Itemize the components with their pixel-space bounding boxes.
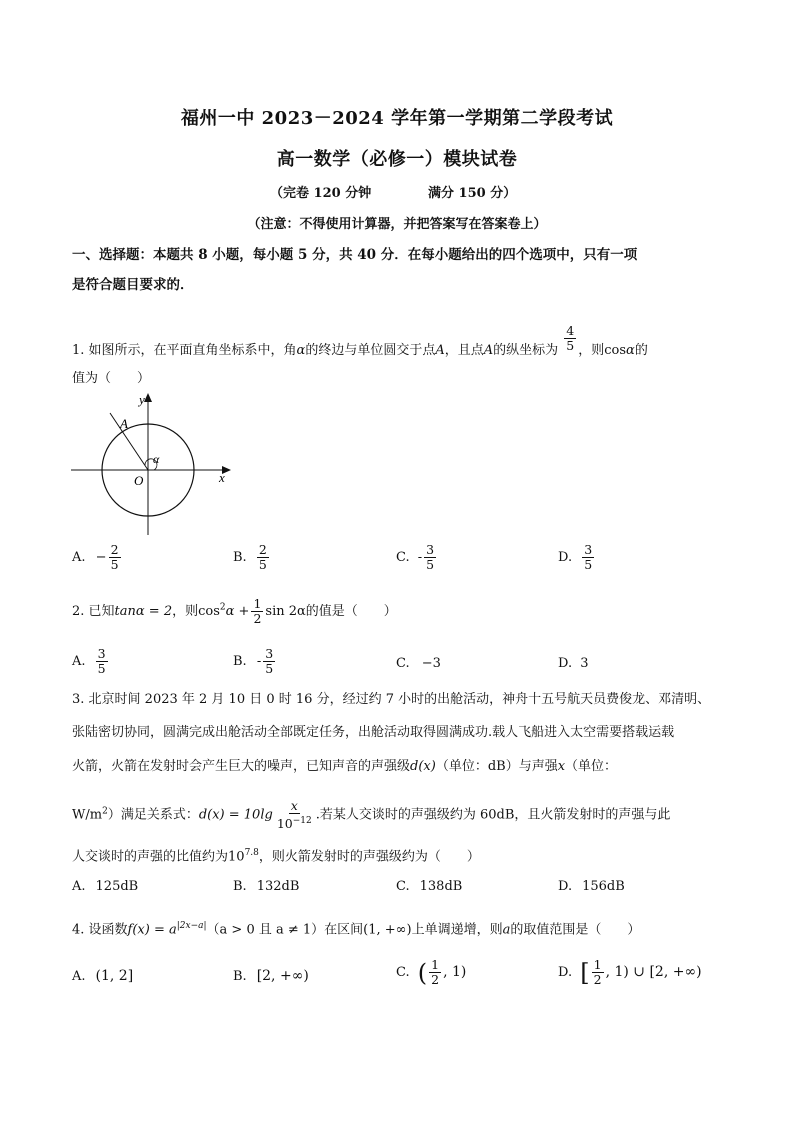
terminal-side xyxy=(110,413,148,470)
q2-option-a[interactable] xyxy=(72,647,110,676)
exam-title: 福州一中 2023－2024 学年第一学期第二学段考试 xyxy=(180,108,614,129)
frac-num: 3 xyxy=(97,646,106,661)
frac-num: 4 xyxy=(566,323,575,338)
q4-option-c[interactable] xyxy=(396,958,466,987)
q3-text: ）满足关系式： xyxy=(107,807,199,823)
q3-line4 xyxy=(72,799,670,831)
q4-option-a[interactable] xyxy=(72,968,133,984)
q1-point: A xyxy=(483,343,494,358)
x-label: x xyxy=(219,470,225,485)
q3-line3 xyxy=(72,757,617,777)
q4-text: 4. 设函数 xyxy=(72,922,128,938)
option-fraction xyxy=(429,958,441,987)
q4-func: f(x) = a xyxy=(127,922,177,938)
option-fraction xyxy=(263,647,275,676)
q2-cos: cos xyxy=(198,604,220,619)
frac-den: 2 xyxy=(253,611,262,626)
q3-line1: 3. 北京时间 2023 年 2 月 10 日 0 时 16 分，经过约 7 小时的出舱活动，神舟十五号航天员费俊龙、邓清明、 xyxy=(72,692,711,707)
y-axis-arrow xyxy=(144,393,152,402)
q1-text: ，且点 xyxy=(444,343,484,358)
option-label: C. xyxy=(396,656,410,671)
q4-option-d[interactable] xyxy=(558,958,702,987)
q1-text: 的 xyxy=(634,343,648,358)
option-text: 138dB xyxy=(419,879,463,894)
q1-option-c[interactable] xyxy=(396,543,438,572)
q4-text: 在区间 xyxy=(324,922,364,938)
frac-den: 5 xyxy=(97,661,106,676)
q3-unit: W/m xyxy=(72,807,103,823)
frac-den: 5 xyxy=(110,557,119,572)
q3-text: ，则火箭发射时的声强级约为（ ） xyxy=(258,849,480,865)
option-label: B. xyxy=(233,654,247,669)
q1-stem-line2: 值为（ ） xyxy=(72,371,151,386)
frac-den: 2 xyxy=(593,972,602,987)
q3-text: （单位： xyxy=(565,759,618,774)
q2-square: 2 xyxy=(219,602,226,613)
option-label: A. xyxy=(72,550,86,565)
option-label: B. xyxy=(233,969,247,984)
q3-text: 人交谈时的声强的比值约为 xyxy=(72,849,229,865)
q4-cond: （a > 0 且 a ≠ 1） xyxy=(206,922,325,938)
q2-alpha: α + xyxy=(225,604,250,619)
q1-alpha: α xyxy=(296,343,306,358)
option-label: C. xyxy=(396,879,410,894)
option-label: B. xyxy=(233,879,247,894)
q1-text: ，则 xyxy=(578,343,605,358)
option-sign: - xyxy=(256,654,262,669)
q2-half xyxy=(251,597,263,626)
q3-text: 火箭，火箭在发射时会产生巨大的噪声，已知声音的声强级 xyxy=(72,759,411,774)
option-rest: , 1) ∪ [2, +∞) xyxy=(605,964,702,980)
q1-fraction xyxy=(564,324,576,353)
q3-option-d[interactable] xyxy=(558,879,625,894)
option-sign: − xyxy=(95,550,107,565)
option-label: A. xyxy=(72,969,86,984)
q3-line2: 张陆密切协同，圆满完成出舱活动全部既定任务，出舱活动取得圆满成功.载人飞船进入太空需要搭载运载 xyxy=(72,725,675,740)
q3-ratio-base: 10 xyxy=(228,849,245,865)
frac-den: 5 xyxy=(258,557,267,572)
q3-ratio-sup: 7.8 xyxy=(244,848,259,858)
option-fraction xyxy=(424,543,436,572)
q2-sin-expr: sin 2α xyxy=(265,604,306,619)
q1-stem xyxy=(72,323,648,365)
frac-den xyxy=(275,814,314,831)
den-base: 10 xyxy=(276,816,293,832)
section1-heading-line2: 是符合题目要求的． xyxy=(72,277,194,293)
option-text: 132dB xyxy=(256,879,300,894)
frac-den: 5 xyxy=(265,661,274,676)
q4-stem xyxy=(72,916,640,940)
q3-d-expr: d(x) xyxy=(410,759,436,774)
q1-option-b[interactable] xyxy=(233,543,271,572)
frac-num: 3 xyxy=(584,542,593,557)
q3-formula-fraction xyxy=(275,799,314,831)
option-label: C. xyxy=(396,965,410,980)
q1-option-a[interactable] xyxy=(72,543,123,572)
q3-text: .若某人交谈时的声强级约为 60dB，且火箭发射时的声强与此 xyxy=(315,807,671,823)
angle-alpha-label: α xyxy=(153,452,160,466)
option-text: 3 xyxy=(580,656,589,671)
q4-text: 上单调递增，则 xyxy=(411,922,503,938)
origin-label: O xyxy=(134,473,144,488)
section1-heading-line1: 一、选择题：本题共 8 小题，每小题 5 分，共 40 分．在每小题给出的四个选项中，只有一项 xyxy=(72,247,638,263)
q4-var: a xyxy=(502,922,511,938)
option-text: 156dB xyxy=(582,879,625,894)
option-sign: - xyxy=(417,550,423,565)
point-a-label: A xyxy=(120,416,128,431)
frac-num: 2 xyxy=(258,542,267,557)
frac-den: 2 xyxy=(431,972,440,987)
q3-option-b[interactable] xyxy=(233,879,299,894)
frac-num: 1 xyxy=(431,957,440,972)
q3-option-a[interactable] xyxy=(72,879,138,894)
option-text: −3 xyxy=(421,656,441,671)
frac-den: 5 xyxy=(566,338,575,353)
frac-num: 1 xyxy=(593,957,602,972)
option-open-bracket: ( xyxy=(417,958,428,987)
option-open-bracket: [ xyxy=(580,958,590,987)
option-label: C. xyxy=(396,550,410,565)
frac-num: x xyxy=(290,798,298,813)
q1-cos: cos xyxy=(604,343,627,358)
q3-line5 xyxy=(72,843,480,867)
q2-text: 2. 已知 xyxy=(72,604,115,619)
exam-time-info: （完卷 120 分钟 xyxy=(270,186,372,201)
option-fraction xyxy=(109,543,121,572)
q2-text: ，则 xyxy=(172,604,199,619)
frac-num: 1 xyxy=(253,596,262,611)
option-label: D. xyxy=(558,656,573,671)
option-fraction xyxy=(96,647,108,676)
q3-unit-sup: 2 xyxy=(102,806,108,817)
option-fraction xyxy=(257,543,269,572)
q2-option-d[interactable] xyxy=(558,656,589,671)
option-text: 125dB xyxy=(95,879,139,894)
q1-text: 的终边与单位圆交于点 xyxy=(305,343,436,358)
q4-option-b[interactable] xyxy=(233,968,309,984)
q3-text: （单位：dB）与声强 xyxy=(435,759,558,774)
frac-num: 2 xyxy=(110,542,119,557)
q1-point: A xyxy=(435,343,445,358)
q2-option-c[interactable] xyxy=(396,656,441,671)
q4-interval: (1, +∞) xyxy=(363,922,412,938)
option-label: D. xyxy=(558,965,573,980)
option-text: [2, +∞) xyxy=(256,968,309,984)
option-fraction xyxy=(582,543,594,572)
q2-tan-expr: tanα = 2 xyxy=(114,604,173,619)
y-label: y xyxy=(139,392,145,407)
option-label: A. xyxy=(72,654,86,669)
frac-den: 5 xyxy=(426,557,435,572)
q3-option-c[interactable] xyxy=(396,879,462,894)
frac-num: 3 xyxy=(265,646,274,661)
q1-alpha: α xyxy=(626,343,635,358)
q2-option-b[interactable] xyxy=(233,647,277,676)
option-fraction xyxy=(592,958,604,987)
frac-den: 5 xyxy=(584,557,593,572)
q2-stem xyxy=(72,597,397,626)
unit-circle-figure xyxy=(66,390,236,540)
q4-func-sup: |2x−a| xyxy=(176,921,207,931)
q1-text: 1. 如图所示，在平面直角坐标系中，角 xyxy=(72,343,297,358)
q3-formula: d(x) = 10lg xyxy=(198,807,273,823)
exam-subtitle: 高一数学（必修一）模块试卷 xyxy=(276,149,518,170)
exam-notice: （注意：不得使用计算器，并把答案写在答案卷上） xyxy=(247,217,547,232)
q1-text: 的纵坐标为 xyxy=(493,343,559,358)
option-label: A. xyxy=(72,879,86,894)
q3-x-var: x xyxy=(557,759,566,774)
q1-option-d[interactable] xyxy=(558,543,596,572)
option-text: (1, 2] xyxy=(95,968,134,984)
q2-text: 的值是（ ） xyxy=(305,604,397,619)
option-label: D. xyxy=(558,550,573,565)
den-sup: −12 xyxy=(292,816,312,826)
option-label: D. xyxy=(558,879,573,894)
option-rest: , 1) xyxy=(443,964,467,980)
exam-score-info: 满分 150 分） xyxy=(428,186,517,201)
option-label: B. xyxy=(233,550,247,565)
frac-num: 3 xyxy=(426,542,435,557)
q4-text: 的取值范围是（ ） xyxy=(510,922,641,938)
